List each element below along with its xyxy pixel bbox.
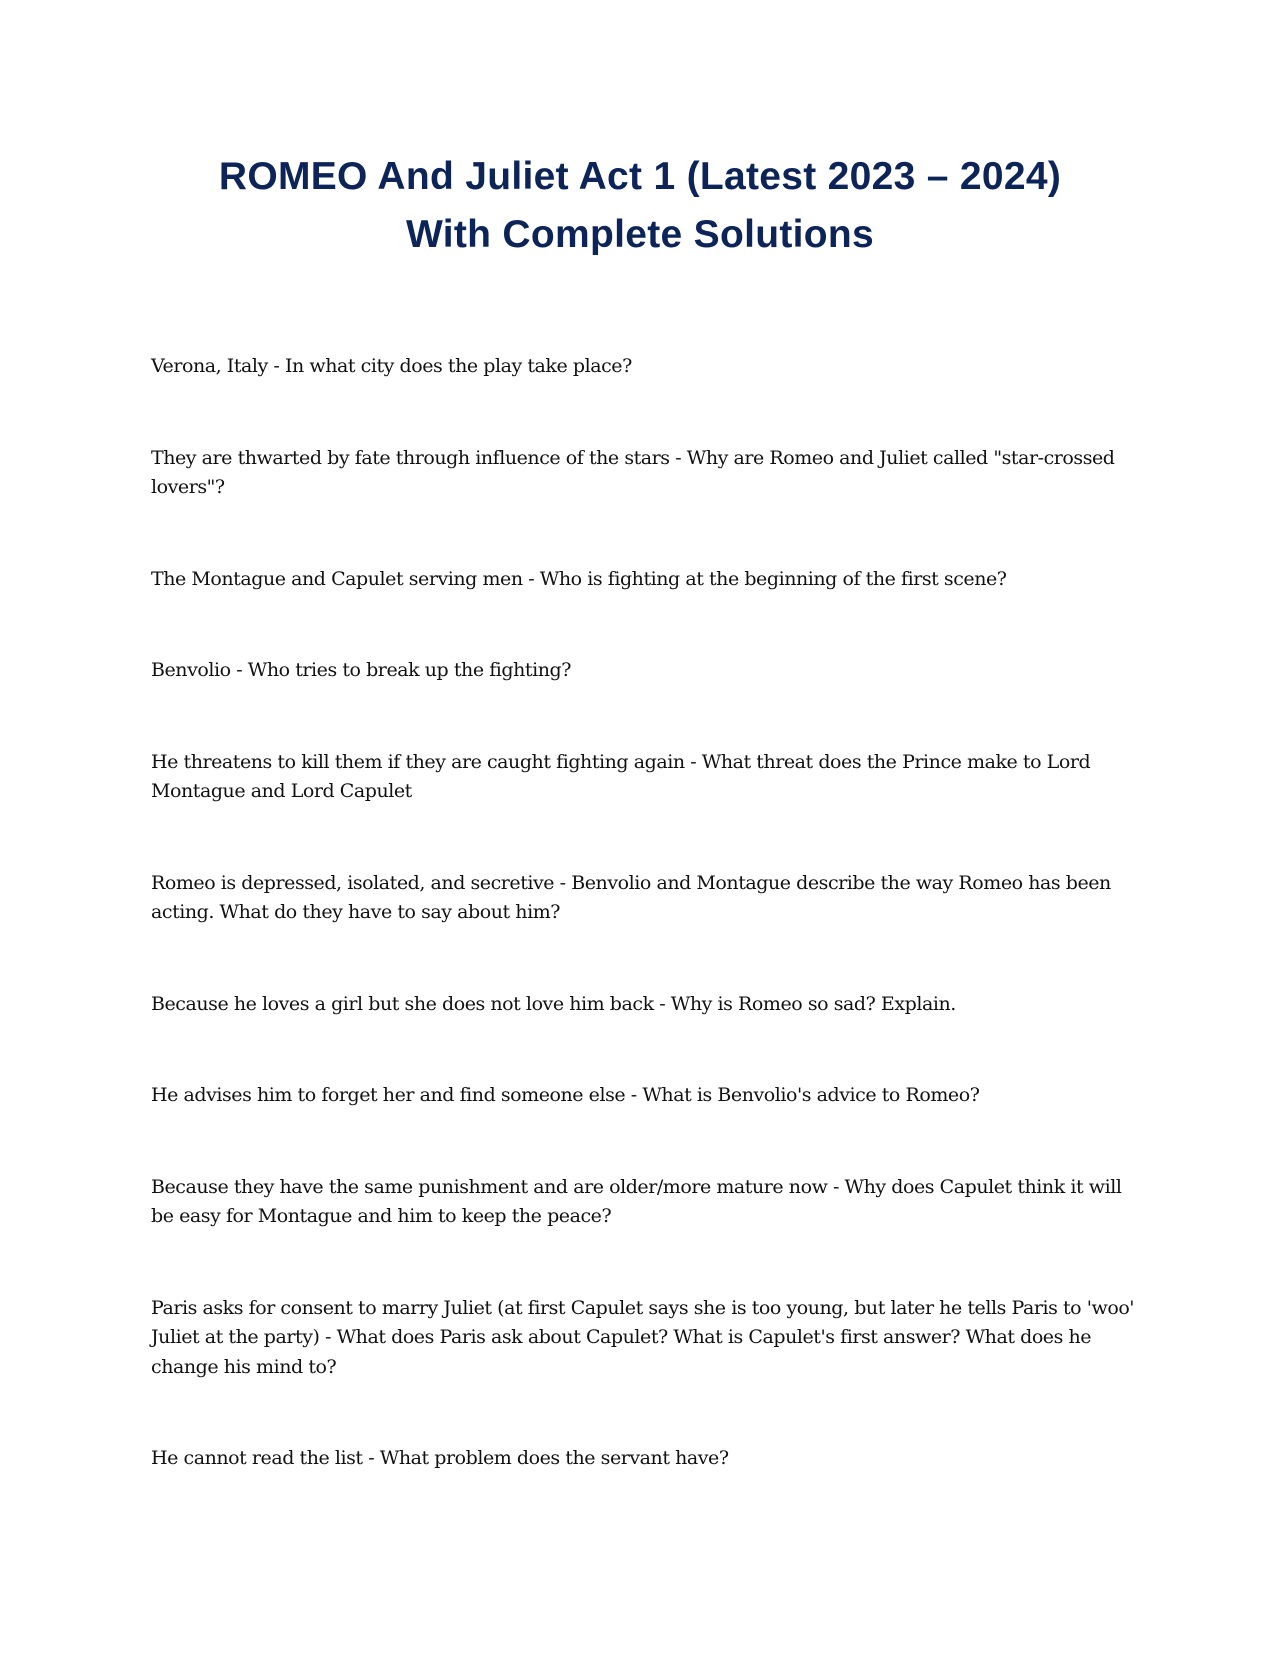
qa-item: They are thwarted by fate through influence of the stars - Why are Romeo and Juliet called "star-crossed lovers"? [151,446,1115,498]
qa-item: Paris asks for consent to marry Juliet (at first Capulet says she is too young, but later he tells Paris to 'woo' Juliet at the party) - What does Paris ask about Capulet? What is Capulet's first answer? What does he change his mind to? [151,1296,1135,1378]
qa-item: Because he loves a girl but she does not love him back - Why is Romeo so sad? Explain. [151,992,956,1015]
title-line-1: ROMEO And Juliet Act 1 (Latest 2023 – 2024) [218,155,1062,198]
qa-item: Romeo is depressed, isolated, and secretive - Benvolio and Montague describe the way Romeo has been acting. What do they have to say about him? [151,871,1111,923]
qa-item: He advises him to forget her and find someone else - What is Benvolio's advice to Romeo? [151,1084,980,1106]
qa-item: Verona, Italy - In what city does the play take place? [151,355,632,377]
qa-item: Because they have the same punishment and are older/more mature now - Why does Capulet think it will be easy for Montague and him to keep the peace? [151,1175,1122,1227]
qa-list [151,352,1136,1474]
document-title [0,148,1280,264]
qa-item: The Montague and Capulet serving men - Who is fighting at the beginning of the first scene? [151,567,1007,590]
qa-item: He cannot read the list - What problem does the servant have? [151,1447,729,1469]
qa-item: Benvolio - Who tries to break up the fighting? [151,659,571,681]
qa-item: He threatens to kill them if they are caught fighting again - What threat does the Prince make to Lord Montague and Lord Capulet [151,750,1091,802]
title-line-2: With Complete Solutions [405,213,875,256]
